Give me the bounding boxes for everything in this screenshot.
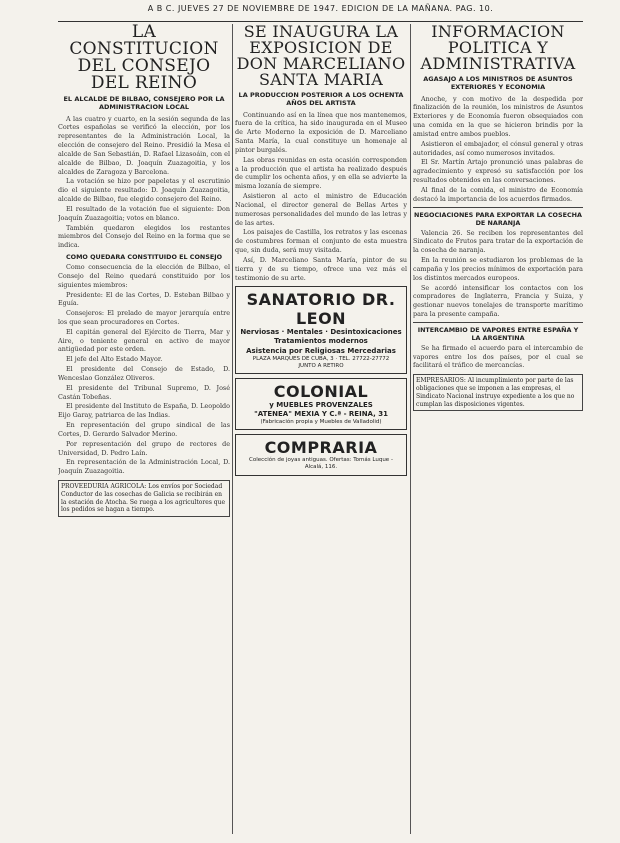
section-heading: COMO QUEDARA CONSTITUIDO EL CONSEJO bbox=[65, 253, 223, 262]
paragraph: En representación de la Administración Local, D. Joaquín Zuazagoitia. bbox=[58, 458, 230, 476]
paragraph: Así, D. Marceliano Santa María, pintor de su tierra y de su tiempo, ofrece una vez más el testimonio de su arte. bbox=[235, 255, 407, 282]
ad-address: JUNTO A RETIRO bbox=[298, 362, 344, 369]
ad-line: y MUEBLES PROVENZALES bbox=[269, 400, 373, 409]
ad-line: Colección de joyas antiguas. Ofertas: Tomás Luque - Alcalá, 116. bbox=[249, 457, 393, 471]
paragraph: Continuando así en la línea que nos mantenemos, fuera de la crítica, ha sido inaugurada en el Museo de Arte Moderno la exposición de D. Marceliano Santa María, la cual constituye un homenaje al pintor burgalés. bbox=[235, 110, 407, 154]
paragraph: El presidente del Consejo de Estado, D. Wenceslao González Oliveros. bbox=[58, 365, 230, 382]
column-2 bbox=[235, 24, 407, 476]
article-title: INFORMACION POLITICA Y ADMINISTRATIVA bbox=[420, 24, 576, 73]
paragraph: En la reunión se estudiaron los problemas de la campaña y los precios mínimos de exportación para los distintos mercados europeos. bbox=[413, 256, 583, 282]
article-body bbox=[58, 115, 230, 250]
column-3 bbox=[413, 24, 583, 411]
paragraph: Asistieron al acto el ministro de Educación Nacional, el director general de Bellas Artes y numerosas personalidades del mundo de las letras y de las artes. bbox=[235, 192, 407, 227]
paragraph: El presidente del Tribunal Supremo, D. José Castán Tobeñas. bbox=[58, 383, 230, 401]
article-subtitle: EL ALCALDE DE BILBAO, CONSEJERO POR LA ADMINISTRACION LOCAL bbox=[63, 95, 225, 111]
paragraph: Al final de la comida, el ministro de Economía destacó la importancia de los acuerdos firmados. bbox=[413, 185, 583, 203]
paragraph: El capitán general del Ejército de Tierra, Mar y Aire, o teniente general en activo de mayor antigüedad por este orden. bbox=[58, 327, 230, 354]
column-divider bbox=[410, 24, 411, 834]
column-1 bbox=[58, 24, 230, 517]
paragraph: Consejeros: El prelado de mayor jerarquía entre los que sean procuradores en Cortes. bbox=[58, 309, 230, 326]
section-heading: INTERCAMBIO DE VAPORES ENTRE ESPAÑA Y LA ARGENTINA bbox=[417, 325, 579, 342]
advertisement-colonial bbox=[235, 378, 407, 430]
section-heading: NEGOCIACIONES PARA EXPORTAR LA COSECHA DE NARANJA bbox=[414, 210, 582, 227]
article-subtitle: AGASAJO A LOS MINISTROS DE ASUNTOS EXTERIORES Y ECONOMIA bbox=[423, 75, 573, 91]
paragraph: La votación se hizo por papeletas y el escrutinio dio el siguiente resultado: D. Joaquín Zuazagoitia, alcalde de Bilbao, fue elegido consejero del Reino. bbox=[58, 177, 230, 204]
article-body bbox=[413, 344, 583, 370]
notice-box: EMPRESARIOS: Al incumplimiento por parte de las obligaciones que se imponen a las empresas, el Sindicato Nacional instruye expediente a los que no cumplan las disposiciones vigentes. bbox=[413, 374, 583, 411]
section-rule bbox=[413, 322, 583, 323]
paragraph: Se acordó intensificar los contactos con los compradores de Inglaterra, Francia y Suiza, y gestionar nuevos tonelajes de transporte marítimo para la presente campaña. bbox=[413, 283, 583, 318]
paragraph: Anoche, y con motivo de la despedida por finalización de la reunión, los ministros de Asuntos Exteriores y de Economía fueron obsequiados con una comida en la que se hicieron brindis por la amistad entre ambos pueblos. bbox=[413, 94, 583, 138]
ad-name: SANATORIO DR. LEON bbox=[246, 290, 396, 329]
page-header: A B C. JUEVES 27 DE NOVIEMBRE DE 1947. EDICION DE LA MAÑANA. PAG. 10. bbox=[147, 4, 494, 13]
ad-line: Nerviosas · Mentales · Desintoxicaciones bbox=[240, 328, 402, 337]
paragraph: El presidente del Instituto de España, D. Leopoldo Eijo Garay, patriarca de las Indias. bbox=[58, 402, 230, 420]
article-body bbox=[58, 263, 230, 476]
header-rule bbox=[58, 21, 583, 22]
article-body bbox=[413, 95, 583, 204]
article-title: LA CONSTITUCION DEL CONSEJO DEL REINO bbox=[69, 24, 219, 93]
ad-line: (Fabricación propia y Muebles de Valladolid) bbox=[260, 419, 382, 426]
paragraph: A las cuatro y cuarto, en la sesión segunda de las Cortes españolas se verificó la elección, por los representantes de la Administración Local, la elección de consejero del Reino. Presidió la Mesa el alcalde de San Sebastián, D. Rafael Lizasoáin, con el alcalde de Bilbao, D. Joaquín Zuazagoitia, y los alcaldes de Zaragoza y Barcelona. bbox=[58, 114, 230, 176]
ad-name: COLONIAL bbox=[273, 381, 369, 401]
advertisement-compraria bbox=[235, 434, 407, 475]
paragraph: El resultado de la votación fue el siguiente: Don Joaquín Zuazagoitia; votos en blanco. bbox=[58, 204, 230, 222]
ad-line: Tratamientos modernos bbox=[274, 337, 368, 346]
ad-line: "ATENEA" MEXIA Y C.ª - REINA, 31 bbox=[254, 409, 388, 418]
paragraph: El jefe del Alto Estado Mayor. bbox=[66, 355, 163, 364]
article-subtitle: LA PRODUCCION POSTERIOR A LOS OCHENTA AÑOS DEL ARTISTA bbox=[238, 91, 404, 107]
notice-box: PROVEEDURIA AGRICOLA: Los envíos por Sociedad Conductor de las cosechas de Galicia se recibirán en la estación de Atocha. Se ruega a los agricultores que los pedidos se hagan a tiempo. bbox=[58, 480, 230, 517]
paragraph: Los paisajes de Castilla, los retratos y las escenas de costumbres forman el conjunto de esta muestra que, sin duda, será muy visitada. bbox=[235, 228, 407, 255]
ad-line: Asistencia por Religiosas Mercedarias bbox=[246, 346, 396, 355]
column-divider bbox=[232, 24, 233, 834]
paragraph: Las obras reunidas en esta ocasión corresponden a la producción que el artista ha realizado después de cumplir los ochenta años, y en ella se advierte la misma lozanía de siempre. bbox=[235, 155, 407, 191]
paragraph: Valencia 26. Se reciben los representantes del Sindicato de Frutos para tratar de la exportación de la cosecha de naranja. bbox=[413, 228, 583, 255]
paragraph: También quedaron elegidos los restantes miembros del Consejo del Reino en la forma que se indica. bbox=[58, 223, 230, 250]
paragraph: Presidente: El de las Cortes, D. Esteban Bilbao y Eguía. bbox=[58, 290, 230, 308]
ad-name: COMPRARIA bbox=[264, 438, 378, 458]
paragraph: Asistieron el embajador, el cónsul general y otras autoridades, así como numerosos invitados. bbox=[413, 139, 583, 157]
paragraph: Como consecuencia de la elección de Bilbao, el Consejo del Reino quedará constituido por los siguientes miembros: bbox=[58, 263, 230, 289]
advertisement-sanatorio bbox=[235, 286, 407, 374]
article-body bbox=[413, 229, 583, 319]
article-body bbox=[235, 111, 407, 283]
paragraph: En representación del grupo sindical de las Cortes, D. Gerardo Salvador Merino. bbox=[58, 421, 230, 438]
paragraph: El Sr. Martín Artajo pronunció unas palabras de agradecimiento y expresó su satisfacción por los resultados obtenidos en las conversaciones. bbox=[413, 158, 583, 185]
article-title: SE INAUGURA LA EXPOSICION DE DON MARCELIANO SANTA MARIA bbox=[236, 24, 406, 89]
section-rule bbox=[413, 207, 583, 208]
paragraph: Se ha firmado el acuerdo para el intercambio de vapores entre los dos países, por el cual se facilitará el tráfico de mercancías. bbox=[413, 343, 583, 370]
ad-address: PLAZA MARQUES DE CUBA, 3 · TEL. 27722-27772 bbox=[252, 355, 390, 362]
paragraph: Por representación del grupo de rectores de Universidad, D. Pedro Laín. bbox=[58, 439, 230, 457]
